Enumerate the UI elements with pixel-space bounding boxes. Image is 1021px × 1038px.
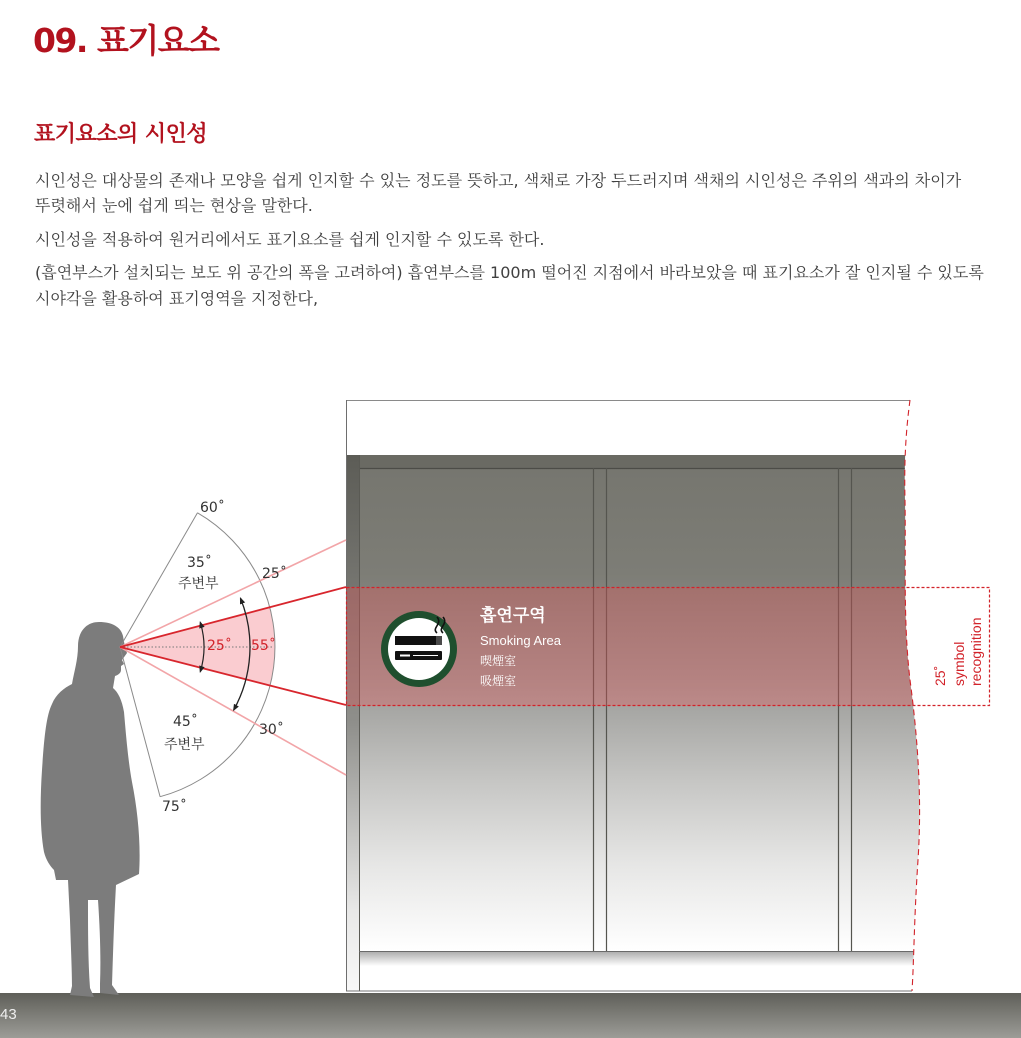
booth-glass <box>359 468 979 951</box>
sign-face <box>388 618 450 680</box>
central-angle-label: 55˚ <box>251 638 276 654</box>
recognition-line-1: symbol <box>951 641 967 686</box>
lower-peripheral-label: 주변부 <box>164 737 205 753</box>
e-cigarette-detail-1 <box>400 655 410 657</box>
e-cigarette-detail-2 <box>413 655 438 656</box>
lower-limit-label: 75˚ <box>162 799 187 815</box>
booth-header-panel <box>346 400 966 455</box>
cigarette-tip <box>436 636 442 645</box>
upper-peripheral-label: 주변부 <box>178 576 219 592</box>
recognition-line-2: recognition <box>968 617 984 686</box>
ground-strip <box>0 993 1021 1038</box>
paragraph-3-line-2: 시야각을 활용하여 표기영역을 지정한다, <box>35 289 319 308</box>
booth-left-post <box>346 455 359 991</box>
paragraph-2-line-1: 시인성을 적용하여 원거리에서도 표기요소를 쉽게 인지할 수 있도록 한다. <box>35 230 545 249</box>
recognition-zone-label <box>932 618 984 687</box>
symbol-angle-label: 25˚ <box>207 638 232 654</box>
page-title: 09. 표기요소 <box>33 21 219 60</box>
smoking-booth <box>346 400 980 991</box>
lower-peripheral-angle: 45˚ <box>173 714 198 730</box>
sign-label-english: Smoking Area <box>480 633 561 648</box>
booth-base-shadow <box>360 951 980 966</box>
cigarette-body <box>395 636 436 645</box>
booth-top-beam <box>346 455 966 468</box>
page-number: 43 <box>0 1006 17 1023</box>
paragraph-3-line-1: (흡연부스가 설치되는 보도 위 공간의 폭을 고려하여) 흡연부스를 100m 떨어진 지점에서 바라보았을 때 표기요소가 잘 인지될 수 있도록 <box>35 263 984 282</box>
sign-label-japanese: 喫煙室 <box>480 654 517 668</box>
recognition-angle: 25˚ <box>932 665 948 686</box>
smoking-cigarette-icon <box>381 611 457 687</box>
upper-sight-angle: 25˚ <box>262 566 287 582</box>
lower-sight-angle: 30˚ <box>259 722 284 738</box>
sign-label-korean: 흡연구역 <box>480 606 546 626</box>
paragraph-1-line-2: 뚜렷해서 눈에 쉽게 띄는 현상을 말한다. <box>35 196 313 215</box>
person-silhouette-icon <box>41 622 140 997</box>
upper-limit-label: 60˚ <box>200 500 225 516</box>
paragraph-1-line-1: 시인성은 대상물의 존재나 모양을 쉽게 인지할 수 있는 정도를 뜻하고, 색채로 가장 두드러지며 색채의 시인성은 주위의 색과의 차이가 <box>35 171 962 190</box>
section-title: 표기요소의 시인성 <box>34 122 208 147</box>
upper-peripheral-angle: 35˚ <box>187 555 212 571</box>
sign-label-chinese: 吸煙室 <box>480 674 517 688</box>
field-of-view <box>120 499 346 815</box>
